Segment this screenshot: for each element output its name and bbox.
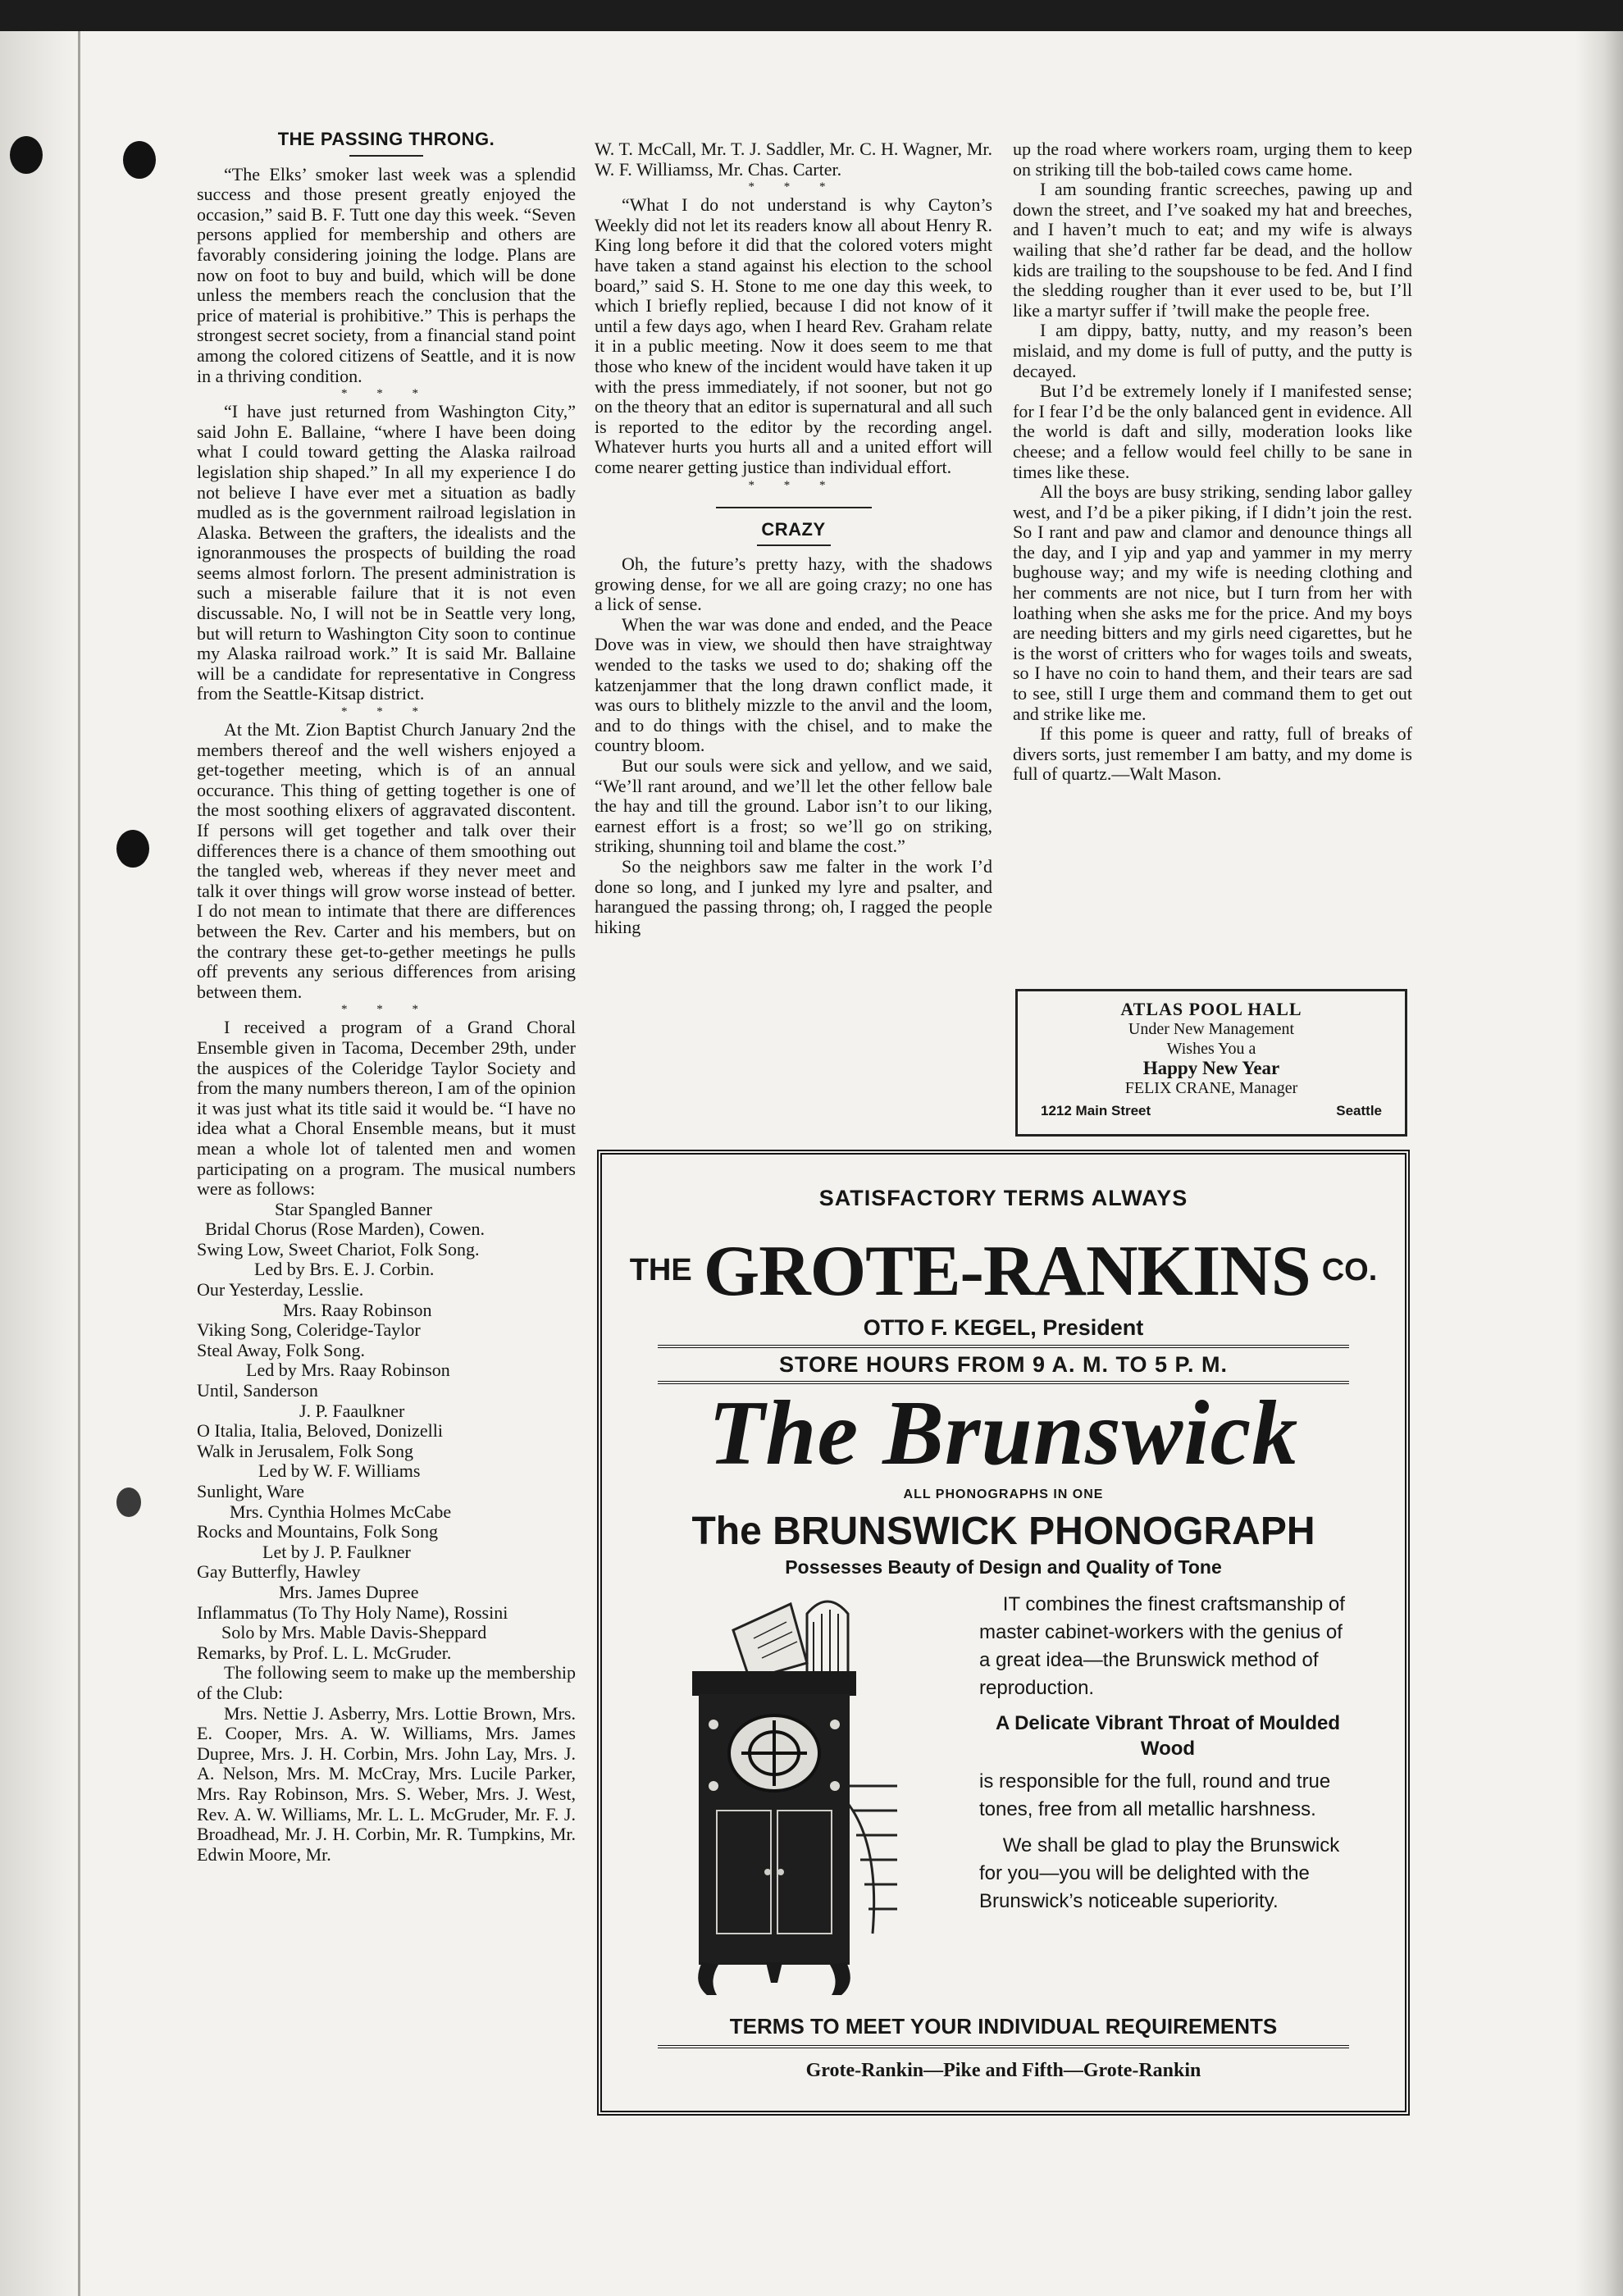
store-hours: STORE HOURS FROM 9 A. M. TO 5 P. M. xyxy=(658,1345,1349,1384)
company-name: GROTE-RANKINS xyxy=(703,1232,1311,1311)
binding-hole xyxy=(10,136,43,174)
program-item: Inflammatus (To Thy Holy Name), Rossini xyxy=(197,1601,508,1623)
atlas-pool-hall-ad xyxy=(1015,989,1407,1137)
ad-greeting: Happy New Year xyxy=(1142,1058,1280,1078)
paragraph: “I have just returned from Washington City,” said John E. Ballaine, “where I have been doing what I could toward getting the Alaska railroad legislation ship shaped.” In all my experience I do not believe I have ever met a situation as badly mudled as is the government railroad legislation in Alaska. Between the grafters, the idealists and the ignoranmouses the prospects of building the road seems almost forlorn. The present administration is such a miserable failure that it is not even discussable. No, I will not be in Seattle very long, but will return to Washington City soon to continue my Alaska railroad work.” It is said Mr. Ballaine will be a candidate for representative in Congress from the Seattle-Kitsap district. xyxy=(197,401,576,704)
brunswick-phonograph-ad xyxy=(597,1150,1410,2116)
program-item: Led by W. F. Williams xyxy=(258,1460,421,1482)
product-name: The BRUNSWICK PHONOGRAPH xyxy=(691,1510,1315,1553)
paragraph: The following seem to make up the membership of the Club: xyxy=(197,1662,576,1703)
paragraph: W. T. McCall, Mr. T. J. Saddler, Mr. C. H. Wagner, Mr. W. F. Williamss, Mr. Chas. Carter. xyxy=(595,139,992,180)
program-item: Star Spangled Banner xyxy=(275,1198,432,1219)
company-logo xyxy=(602,1230,1405,1313)
title-rule xyxy=(349,155,423,157)
ad-copy xyxy=(979,1591,1356,1924)
program-item: Our Yesterday, Lesslie. xyxy=(197,1279,364,1301)
section-separator: * * * xyxy=(341,705,431,719)
ad-copy-paragraph: IT combines the finest craftsmanship of master cabinet-workers with the genius of a great idea—the Brunswick method of reproduction. xyxy=(979,1593,1345,1699)
program-item: Swing Low, Sweet Chariot, Folk Song. xyxy=(197,1238,480,1260)
program-item: Remarks, by Prof. L. L. McGruder. xyxy=(197,1642,452,1663)
program-item: Mrs. Raay Robinson xyxy=(283,1299,432,1320)
poem-stanza: But our souls were sick and yellow, and we said, “We’ll rant around, and we’ll let the other fellow bale the hay and till the ground. Labor isn’t to our liking, earnest effort is a frost; so we’ll go on striking, striking, shunning toil and blame the cost.” xyxy=(595,755,992,857)
article-rule xyxy=(716,507,872,508)
poem-stanza: Oh, the future’s pretty hazy, with the shadows growing dense, for we all are going crazy; no one has a lick of sense. xyxy=(595,554,992,615)
paragraph: I received a program of a Grand Choral Ensemble given in Tacoma, December 29th, under the auspices of the Coleridge Taylor Society and from the many numbers thereon, I am of the opinion it was just what its title said it would be. “I have no idea what a Choral Ensemble means, but it must mean a whole lot of talented men and women participating on a program. The musical numbers were as follows: xyxy=(197,1017,576,1200)
program-item: Sunlight, Ware xyxy=(197,1481,305,1501)
poem-title: CRAZY xyxy=(761,518,826,540)
program-item: Led by Mrs. Raay Robinson xyxy=(246,1360,450,1381)
column-passing-throng xyxy=(197,130,576,1865)
poem-stanza: I am dippy, batty, nutty, and my reason’s been mislaid, and my dome is full of putty, and the putty is decayed. xyxy=(1013,320,1412,381)
program-item: Gay Butterfly, Hawley xyxy=(197,1561,361,1583)
title-rule xyxy=(757,544,831,546)
program-item: Viking Song, Coleridge-Taylor xyxy=(197,1319,421,1341)
ad-address: Grote-Rankin—Pike and Fifth—Grote-Rankin xyxy=(805,2060,1201,2081)
poem-stanza: When the war was done and ended, and the Peace Dove was in view, we should then have straightway wended to the tasks we used to do; shaking off the katzenjammer that the long drawn conflict made, it was ours to blithely mizzle to the anvil and the loom, and to do things with the chisel, and to make the country bloom. xyxy=(595,613,992,756)
ad-footer xyxy=(1028,1101,1395,1121)
binding-hole xyxy=(116,830,149,868)
paragraph: “What I do not understand is why Cayton’s Weekly did not let its readers know all about Henry R. King long before it did that the colored voters might have taken a stand against his election to the school board,” said S. H. Stone to me one day this week, to which I briefly replied, because I did not know of it until a few days ago, when I heard Rev. Graham relate it in a public meeting. Now it does seem to me that those who knew of the incident would have taken it up with the press immediately, if not sooner, but not go on the theory that an editor is supernatural and all such is reported to the editor by the recording angel. Whatever hurts you hurts all and a united effort will come nearer getting justice than individual effort. xyxy=(595,194,992,477)
brand-logo: The Brunswick xyxy=(708,1383,1299,1484)
program-item: Rocks and Mountains, Folk Song xyxy=(197,1521,438,1542)
ad-tagline: SATISFACTORY TERMS ALWAYS xyxy=(818,1186,1188,1210)
section-separator: * * * xyxy=(341,387,431,401)
poem-stanza: If this pome is queer and ratty, full of breaks of divers sorts, just remember I am batty, and my dome is full of quartz.—Walt Mason. xyxy=(1013,723,1412,785)
program-item: Led by Brs. E. J. Corbin. xyxy=(254,1259,435,1280)
binding-edge xyxy=(0,31,80,2296)
company-the: THE xyxy=(629,1253,692,1287)
program-item: Walk in Jerusalem, Folk Song xyxy=(197,1440,414,1461)
poem-stanza: I am sounding frantic screeches, pawing up and down the street, and I’ve soaked my hat and breeches, and I haven’t much to eat; and my wife is always wailing that she’d rather far be dead, and the hollow kids are trailing to the soupshouse to be fed. And I find the sledding rougher than it ever used to be, but I’ll like a martyr suffer if ’twill make the people free. xyxy=(1013,179,1412,321)
ad-rule xyxy=(658,2045,1349,2048)
paragraph: “The Elks’ smoker last week was a splendid success and those present greatly enjoyed the occasion,” said B. F. Tutt one day this week. “Seven persons applied for membership and others are favorably considering joining the lodge. Plans are now on foot to buy and build, which will be done unless the members reach the conclusion that the price of material is prohibitive.” This is perhaps the strongest secret society, from a financial stand point among the colored citizens of Seattle, and it is now in a thriving condition. xyxy=(197,163,576,386)
ad-copy-paragraph: We shall be glad to play the Brunswick for you—you will be delighted with the Brunswick’s noticeable superiority. xyxy=(979,1834,1340,1912)
ad-manager: FELIX CRANE, Manager xyxy=(1124,1079,1298,1097)
paragraph: Mrs. Nettie J. Asberry, Mrs. Lottie Brown, Mrs. E. Cooper, Mrs. A. W. Williams, Mrs. James Dupree, Mrs. J. H. Corbin, Mrs. John Lay, Mrs. J. A. Nelson, Mrs. M. McCray, Mrs. Lucile Parker, Mrs. Ray Robinson, Mrs. S. Weber, Mrs. J. West, Rev. A. W. Williams, Mr. L. L. McGruder, Mr. F. J. Broadhead, Mr. J. H. Corbin, Mr. R. Tumpkins, Mr. Edwin Moore, Mr. xyxy=(197,1702,576,1865)
program-item: O Italia, Italia, Beloved, Donizelli xyxy=(197,1420,443,1442)
column-right xyxy=(1013,139,1412,785)
ad-line: Under New Management xyxy=(1128,1020,1295,1038)
program-item: Mrs. James Dupree xyxy=(279,1581,419,1602)
section-separator: * * * xyxy=(748,180,839,194)
ad-line: Wishes You a xyxy=(1166,1040,1256,1058)
company-president: OTTO F. KEGEL, President xyxy=(863,1315,1144,1340)
poem-stanza: But I’d be extremely lonely if I manifested sense; for I fear I’d be the only balanced gent in evidence. All the world is daft and silly, moderation looks like cheese; and a fellow would feel chilly to be sane in times like these. xyxy=(1013,380,1412,482)
program-item: Bridal Chorus (Rose Marden), Cowen. xyxy=(205,1219,485,1240)
paragraph: At the Mt. Zion Baptist Church January 2nd the members thereof and the well wishers enjoyed a get-together meeting, which is of an annual occurance. This thing of getting together is one of the most soothing elixers of aggravated discontent. If persons will get together and talk over their differences there is a chance of them smoothing out the tangled web, whereas if they never meet and talk it over things will grow worse instead of better. I do not mean to intimate that there are differences between the Rev. Carter and his members, but on the contrary these get-to-gether meetings he pulls off prevents any serious differences from arising between them. xyxy=(197,719,576,1002)
ad-copy-paragraph: is responsible for the full, round and true tones, free from all metallic harshness. xyxy=(979,1770,1331,1820)
article-title: THE PASSING THRONG. xyxy=(277,129,495,149)
poem-stanza: All the boys are busy striking, sending labor galley west, and I’d be a piker piking, if I didn’t join the rest. So I rant and paw and clamor and denounce things all the day, and I yip and yap and yammer in my merry bughouse way; and my wife is needing clothing and her comments are not nice, but I turn from her with loathing when she asks me for the price. And my boys are needing bitters and my girls need cigarettes, but he is the worst of critters who for wages toils and sweats, so I have no coin to hand them, and their tears are sad to see, still I urge them and command them to get out and strike like me. xyxy=(1013,481,1412,724)
product-tagline: Possesses Beauty of Design and Quality of Tone xyxy=(785,1556,1222,1578)
poem-stanza: up the road where workers roam, urging them to keep on striking till the bob-tailed cows came home. xyxy=(1013,139,1412,180)
ad-address: 1212 Main Street xyxy=(1041,1103,1151,1118)
column-middle xyxy=(595,139,992,937)
binding-hole xyxy=(123,141,156,179)
program-item: Mrs. Cynthia Holmes McCabe xyxy=(230,1501,452,1522)
program-item: Solo by Mrs. Mable Davis-Sheppard xyxy=(221,1622,487,1643)
ad-subtitle: ALL PHONOGRAPHS IN ONE xyxy=(903,1487,1104,1501)
program-item: Steal Away, Folk Song. xyxy=(197,1339,365,1360)
program-item: J. P. Faaulkner xyxy=(299,1400,405,1421)
ad-subheading: A Delicate Vibrant Throat of Moulded Wood xyxy=(995,1712,1341,1760)
binding-hole xyxy=(116,1487,141,1517)
phonograph-illustration xyxy=(684,1589,897,1999)
ad-business-name: ATLAS POOL HALL xyxy=(1120,999,1302,1019)
program-item: Let by J. P. Faulkner xyxy=(262,1541,411,1562)
ad-city: Seattle xyxy=(1336,1103,1382,1118)
section-separator: * * * xyxy=(341,1003,431,1017)
poem-stanza: So the neighbors saw me falter in the work I’d done so long, and I junked my lyre and psalter, and harangued the passing throng; oh, I ragged the people hiking xyxy=(595,856,992,937)
company-co: CO. xyxy=(1321,1253,1378,1287)
section-separator: * * * xyxy=(748,478,839,492)
program-item: Until, Sanderson xyxy=(197,1380,318,1401)
page-edge xyxy=(1575,31,1623,2296)
ad-terms: TERMS TO MEET YOUR INDIVIDUAL REQUIREMENTS xyxy=(729,2014,1278,2039)
musical-program xyxy=(197,1200,576,1664)
